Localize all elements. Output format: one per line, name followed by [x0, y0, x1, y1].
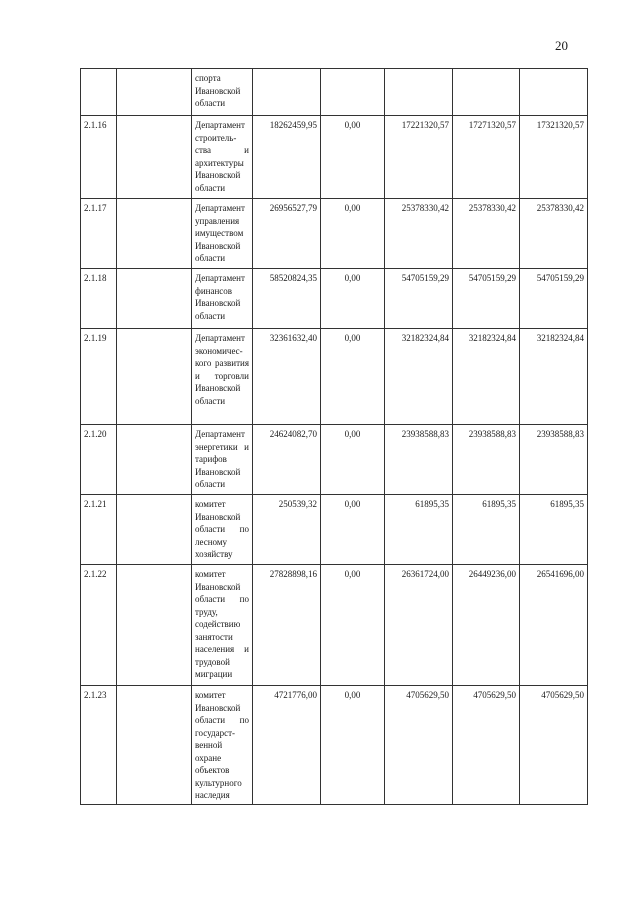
- amount-cell: 23938588,83: [453, 425, 520, 495]
- amount-cell: 0,00: [321, 425, 385, 495]
- amount-cell: 32361632,40: [253, 329, 321, 425]
- row-number: 2.1.20: [81, 425, 117, 495]
- amount-cell: 17221320,57: [385, 116, 453, 199]
- blank-cell: [117, 199, 192, 269]
- row-number: 2.1.17: [81, 199, 117, 269]
- row-number: 2.1.16: [81, 116, 117, 199]
- amount-cell: 25378330,42: [453, 199, 520, 269]
- table-row: [81, 565, 588, 686]
- amount-cell: 0,00: [321, 686, 385, 805]
- department-name: Департамент финансов Ивановской области: [192, 269, 253, 329]
- amount-cell: 32182324,84: [385, 329, 453, 425]
- page-number: 20: [555, 38, 568, 53]
- blank-cell: [117, 425, 192, 495]
- department-name: Департамент экономичес-кого развития и торговли Ивановской области: [192, 329, 253, 425]
- amount-cell: 25378330,42: [520, 199, 588, 269]
- amount-cell: 250539,32: [253, 495, 321, 565]
- table-row: [81, 199, 588, 269]
- row-number: [81, 69, 117, 116]
- amount-cell: 4705629,50: [385, 686, 453, 805]
- amount-cell: 17321320,57: [520, 116, 588, 199]
- department-name: комитет Ивановской области по труду, содействию занятости населения и трудовой миграции: [192, 565, 253, 686]
- amount-cell: 27828898,16: [253, 565, 321, 686]
- amount-cell: 0,00: [321, 116, 385, 199]
- blank-cell: [117, 269, 192, 329]
- amount-cell: 61895,35: [385, 495, 453, 565]
- amount-cell: 58520824,35: [253, 269, 321, 329]
- amount-cell: 61895,35: [453, 495, 520, 565]
- amount-cell: [385, 69, 453, 116]
- amount-cell: 26541696,00: [520, 565, 588, 686]
- amount-cell: 24624082,70: [253, 425, 321, 495]
- amount-cell: 0,00: [321, 269, 385, 329]
- amount-cell: [321, 69, 385, 116]
- blank-cell: [117, 116, 192, 199]
- amount-cell: 4705629,50: [520, 686, 588, 805]
- amount-cell: 54705159,29: [520, 269, 588, 329]
- blank-cell: [117, 686, 192, 805]
- department-name: Департамент управления имуществом Ивановской области: [192, 199, 253, 269]
- table-row: [81, 425, 588, 495]
- amount-cell: 54705159,29: [453, 269, 520, 329]
- amount-cell: 32182324,84: [453, 329, 520, 425]
- table-row: [81, 495, 588, 565]
- amount-cell: 0,00: [321, 329, 385, 425]
- row-number: 2.1.19: [81, 329, 117, 425]
- blank-cell: [117, 69, 192, 116]
- table-row: [81, 69, 588, 116]
- department-name: комитет Ивановской области по государст-венной охране объектов культурного наследия: [192, 686, 253, 805]
- blank-cell: [117, 329, 192, 425]
- amount-cell: 0,00: [321, 495, 385, 565]
- amount-cell: 26956527,79: [253, 199, 321, 269]
- department-name: Департамент строитель-ства и архитектуры Ивановской области: [192, 116, 253, 199]
- department-name: Департамент энергетики и тарифов Ивановской области: [192, 425, 253, 495]
- amount-cell: 23938588,83: [520, 425, 588, 495]
- amount-cell: 61895,35: [520, 495, 588, 565]
- table-row: [81, 116, 588, 199]
- row-number: 2.1.23: [81, 686, 117, 805]
- amount-cell: 25378330,42: [385, 199, 453, 269]
- table-row: [81, 686, 588, 805]
- amount-cell: 17271320,57: [453, 116, 520, 199]
- amount-cell: 0,00: [321, 199, 385, 269]
- amount-cell: 4721776,00: [253, 686, 321, 805]
- table-row: [81, 329, 588, 425]
- amount-cell: 26361724,00: [385, 565, 453, 686]
- amount-cell: 54705159,29: [385, 269, 453, 329]
- row-number: 2.1.21: [81, 495, 117, 565]
- amount-cell: 32182324,84: [520, 329, 588, 425]
- amount-cell: 26449236,00: [453, 565, 520, 686]
- row-number: 2.1.18: [81, 269, 117, 329]
- amount-cell: 4705629,50: [453, 686, 520, 805]
- amount-cell: 0,00: [321, 565, 385, 686]
- amount-cell: [453, 69, 520, 116]
- amount-cell: 23938588,83: [385, 425, 453, 495]
- blank-cell: [117, 495, 192, 565]
- amount-cell: [520, 69, 588, 116]
- blank-cell: [117, 565, 192, 686]
- row-number: 2.1.22: [81, 565, 117, 686]
- department-name: комитет Ивановской области по лесному хозяйству: [192, 495, 253, 565]
- amount-cell: 18262459,95: [253, 116, 321, 199]
- budget-table: [80, 68, 588, 805]
- table-row: [81, 269, 588, 329]
- amount-cell: [253, 69, 321, 116]
- department-name: спорта Ивановской области: [192, 69, 253, 116]
